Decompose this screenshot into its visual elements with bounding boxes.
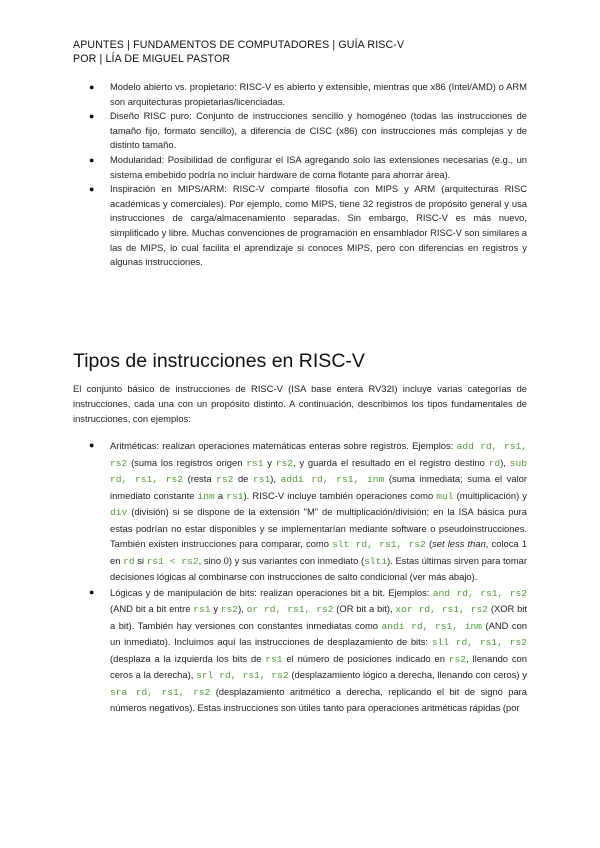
bullet-icon: ● [89, 440, 95, 450]
list-item [89, 153, 527, 182]
inline-code: rs2 [275, 457, 294, 469]
list-item-logic [89, 585, 527, 716]
inline-code: and rd, rs1, rs2 [432, 587, 527, 599]
inline-code: andi rd, rs1, inm [381, 620, 482, 632]
document-header [73, 38, 543, 66]
inline-code: rs1 [226, 490, 244, 502]
bullet-text: Modelo abierto vs. propietario: RISC-V es abierto y extensible, mientras que x86 (Intel/AMD) o ARM son arquitecturas propietarias/licenciadas. [110, 81, 527, 107]
inline-code: rs2 [448, 653, 467, 665]
text-run: (desplaza a la izquierda los bits de [110, 652, 266, 664]
text-run: ), [238, 603, 247, 614]
comparison-bullet-list [89, 80, 527, 270]
section-heading: Tipos de instrucciones en RISC-V [73, 350, 365, 372]
inline-code: slti [364, 555, 388, 567]
text-run: (división) si se dispone de la extensión "M" de multiplicación/división; en la ISA básica pura estas podrían no estar disponibles y se implementarían mediante software o pseudoinstrucciones. También existen instrucciones para comparar, como [110, 506, 527, 549]
italic-term: set less than [432, 538, 486, 549]
inline-code: inm [197, 490, 215, 502]
text-run: (OR bit a bit), [333, 603, 396, 614]
text-run: , coloca 1 en [110, 538, 527, 566]
inline-code: rs1 [193, 604, 211, 615]
text-run: ). RISC-V incluye también operaciones como [243, 489, 437, 501]
inline-code: add rd, rs1, rs2 [110, 441, 527, 469]
text-run: (resta [183, 473, 217, 484]
text-run: ( [425, 538, 433, 549]
inline-code: sra rd, rs1, rs2 [110, 686, 211, 698]
text-run: y [263, 456, 276, 468]
bullet-icon: ● [89, 111, 95, 122]
list-item-arithmetic [89, 438, 527, 585]
bullet-text: Modularidad: Posibilidad de configurar el ISA agregando solo las extensiones necesarias (e.g., un sistema embebido podría no incluir hardware de coma flotante para ahorrar área). [110, 153, 527, 180]
text-run: y [210, 603, 221, 614]
text-run: ), [270, 473, 281, 484]
text-run: (suma inmediata; suma el valor inmediato constante [110, 473, 527, 501]
bullet-icon: ● [89, 82, 95, 92]
text-run: si [134, 554, 147, 566]
inline-code: rs1 [265, 653, 283, 665]
inline-code: slt rd, rs1, rs2 [332, 539, 426, 550]
inline-code: rs1 < rs2 [146, 555, 199, 567]
text-run: el número de posiciones indicado en [282, 652, 449, 664]
text-run: , llenando con ceros a la derecha), [110, 652, 527, 680]
inline-code: mul [436, 490, 454, 502]
inline-code: rs1 [252, 474, 271, 485]
text-run: a [214, 489, 227, 501]
inline-code: rs2 [216, 474, 234, 485]
list-item [89, 182, 527, 270]
text-run: de [233, 473, 253, 484]
logic-description [110, 587, 527, 714]
inline-code: sll rd, rs1, rs2 [431, 637, 527, 648]
list-item [89, 109, 527, 153]
inline-code: or rd, rs1, rs2 [246, 604, 334, 615]
text-run: (AND bit a bit entre [110, 603, 194, 614]
text-run: ), [500, 456, 510, 468]
inline-code: rs1 [246, 457, 264, 469]
inline-code: addi rd, rs1, inm [280, 474, 385, 485]
header-line-course: APUNTES | FUNDAMENTOS DE COMPUTADORES | GUÍA RISC-V [73, 39, 405, 51]
inline-code: sub rd, rs1, rs2 [110, 457, 527, 485]
bullet-text: Diseño RISC puro: Conjunto de instrucciones sencillo y homogéneo (todas las instrucciones de tamaño fijo, formato sencillo), a diferencia de CISC (x86) con instrucciones más complejas y de distinto tamaño. [110, 110, 527, 151]
inline-code: rs2 [220, 604, 239, 615]
bullet-text: Inspiración en MIPS/ARM: RISC-V comparte filosofía con MIPS y ARM (arquitecturas RISC académicas y comerciales). Por ejemplo, como MIPS, tiene 32 registros de propósito general y usa instrucciones de carga/almacenamiento separadas. Sin embargo, RISC-V es más nuevo, simplificado y libre. Muchas convenciones de programación en ensamblador RISC-V son similares a las de MIPS, lo cual facilita el aprendizaje si conoces MIPS, pero con diferencias en registros y algunas instrucciones. [110, 183, 527, 268]
text-run: Lógicas y de manipulación de bits: realizan operaciones bit a bit. Ejemplos: [110, 586, 433, 598]
text-run: (AND con un inmediato). Incluimos aquí las instrucciones de desplazamiento de bits: [110, 619, 527, 647]
text-run: Aritméticas: realizan operaciones matemáticas enteras sobre registros. Ejemplos: [110, 440, 457, 451]
instruction-types-list [89, 438, 527, 716]
text-run: , y guarda el resultado en el registro destino [293, 456, 489, 468]
inline-code: rd [488, 457, 501, 469]
text-run: , sino 0) y sus variantes con inmediato ( [198, 554, 365, 566]
inline-code: xor rd, rs1, rs2 [395, 604, 489, 615]
header-line-author: POR | LÍA DE MIGUEL PASTOR [73, 53, 231, 65]
text-run: ). Estas últimas sirven para tomar decisiones lógicas al combinarse con instrucciones de salto condicional (ver más abajo). [110, 554, 527, 582]
inline-code: div [110, 507, 128, 518]
intro-paragraph: El conjunto básico de instrucciones de RISC-V (ISA base entera RV32I) incluye varias categorías de instrucciones, cada una con un propósito distinto. A continuación, describimos los tipos fundamentales de instrucciones, con ejemplos: [73, 383, 527, 424]
text-run: (desplazamiento aritmético a derecha, replicando el bit de signo para números negativos). Estas instrucciones son útiles tanto para operaciones aritméticas rápidas (por [110, 685, 527, 713]
text-run: (XOR bit a bit). También hay versiones con constantes inmediatas como [110, 603, 527, 631]
text-run: (desplazamiento lógico a derecha, llenando con ceros) y [288, 669, 527, 680]
bullet-icon: ● [89, 586, 95, 597]
arithmetic-description [110, 440, 527, 582]
bullet-icon: ● [89, 154, 95, 165]
inline-code: rd [123, 555, 135, 567]
text-run: (multiplicación) y [453, 489, 527, 501]
text-run: (suma los registros origen [127, 456, 247, 468]
bullet-icon: ● [89, 184, 95, 195]
list-item [89, 80, 527, 109]
inline-code: srl rd, rs1, rs2 [196, 670, 289, 681]
